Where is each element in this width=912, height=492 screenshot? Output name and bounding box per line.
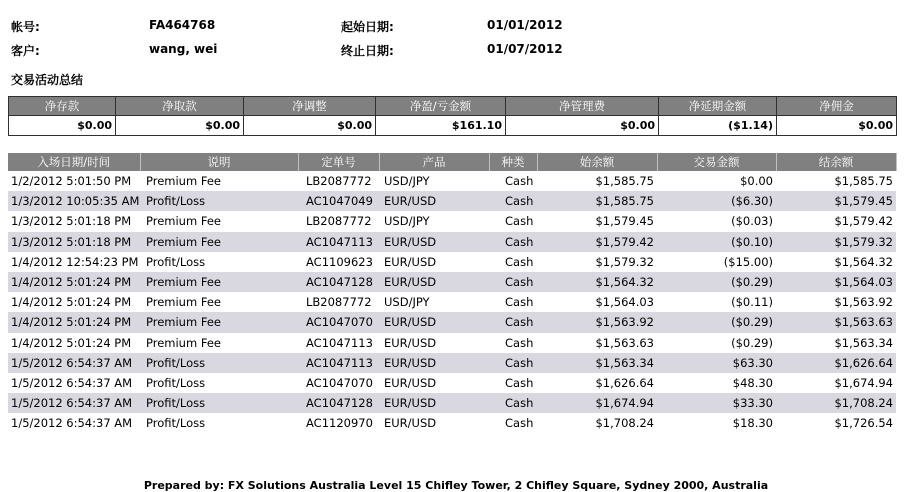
- activity-col-header: 说明: [140, 153, 298, 171]
- row-end-balance: $1,564.32: [834, 254, 893, 269]
- table-row: [8, 312, 896, 332]
- row-description: Profit/Loss: [140, 353, 298, 373]
- row-order-number: AC1047070: [298, 312, 379, 332]
- row-type: Cash: [505, 375, 534, 390]
- end-date-value: 01/07/2012: [487, 42, 563, 56]
- start-date-label: 起始日期:: [341, 20, 394, 34]
- row-start-balance: $1,579.45: [595, 214, 654, 229]
- row-amount: $48.30: [732, 375, 773, 390]
- activity-col-header: 始余额: [537, 153, 657, 171]
- table-row: [8, 252, 896, 272]
- summary-value: $0.00: [244, 116, 376, 136]
- row-start-balance: $1,579.32: [595, 254, 654, 269]
- row-description: Premium Fee: [146, 335, 221, 350]
- client-value: wang, wei: [149, 42, 218, 56]
- row-order-number: LB2087772: [306, 295, 372, 310]
- row-datetime: 1/4/2012 5:01:24 PM: [11, 335, 132, 350]
- table-row: [8, 413, 896, 433]
- row-product: USD/JPY: [384, 214, 430, 229]
- row-product: EUR/USD: [384, 254, 437, 269]
- row-amount: ($0.03): [731, 214, 773, 229]
- row-product: EUR/USD: [384, 375, 437, 390]
- row-start-balance: $1,563.92: [537, 312, 657, 332]
- row-description: Premium Fee: [146, 174, 221, 189]
- table-row: [8, 333, 896, 353]
- row-start-balance: $1,585.75: [537, 191, 657, 211]
- row-description: Premium Fee: [140, 232, 298, 252]
- row-amount: $18.30: [732, 416, 773, 431]
- row-datetime: 1/4/2012 5:01:24 PM: [8, 272, 140, 292]
- row-order-number: AC1047113: [298, 353, 379, 373]
- row-order-number: AC1120970: [306, 416, 373, 431]
- row-amount: $63.30: [657, 353, 776, 373]
- activity-col-header: 种类: [489, 153, 537, 171]
- row-order-number: AC1047113: [298, 232, 379, 252]
- row-description: Premium Fee: [146, 295, 221, 310]
- row-order-number: AC1047070: [306, 375, 373, 390]
- row-product: EUR/USD: [379, 232, 489, 252]
- row-start-balance: $1,564.03: [595, 295, 654, 310]
- row-type: Cash: [505, 174, 534, 189]
- row-product: EUR/USD: [379, 191, 489, 211]
- row-datetime: 1/5/2012 6:54:37 AM: [11, 375, 133, 390]
- row-datetime: 1/2/2012 5:01:50 PM: [11, 174, 132, 189]
- row-description: Profit/Loss: [146, 416, 206, 431]
- table-row: [8, 353, 896, 373]
- summary-title: 交易活动总结: [11, 73, 84, 87]
- summary-value: $161.10: [376, 116, 506, 136]
- summary-values-row: [9, 116, 897, 136]
- row-type: Cash: [505, 214, 534, 229]
- row-description: Profit/Loss: [146, 375, 206, 390]
- summary-col-header: 净调整: [244, 97, 376, 116]
- summary-value: $0.00: [506, 116, 659, 136]
- row-start-balance: $1,579.42: [537, 232, 657, 252]
- row-end-balance: $1,579.32: [776, 232, 896, 252]
- summary-col-header: 净盈/亏金额: [376, 97, 506, 116]
- client-label: 客户:: [11, 44, 40, 58]
- row-product: EUR/USD: [379, 353, 489, 373]
- row-type: Cash: [505, 335, 534, 350]
- row-end-balance: $1,564.03: [776, 272, 896, 292]
- row-type: Cash: [489, 272, 537, 292]
- activity-table: [8, 153, 897, 433]
- row-type: Cash: [489, 353, 537, 373]
- row-start-balance: $1,708.24: [595, 416, 654, 431]
- row-order-number: LB2087772: [306, 174, 372, 189]
- summary-col-header: 净管理费: [506, 97, 659, 116]
- row-product: USD/JPY: [384, 295, 430, 310]
- row-type: Cash: [489, 191, 537, 211]
- summary-col-header: 净取款: [116, 97, 244, 116]
- summary-col-header: 净佣金: [777, 97, 897, 116]
- row-type: Cash: [489, 232, 537, 252]
- row-product: USD/JPY: [384, 174, 430, 189]
- row-start-balance: $1,563.63: [595, 335, 654, 350]
- row-amount: ($0.29): [657, 272, 776, 292]
- summary-value: ($1.14): [659, 116, 777, 136]
- row-end-balance: $1,563.92: [834, 295, 893, 310]
- row-description: Profit/Loss: [140, 393, 298, 413]
- end-date-label: 终止日期:: [341, 44, 394, 58]
- row-order-number: LB2087772: [306, 214, 372, 229]
- row-datetime: 1/4/2012 5:01:24 PM: [8, 312, 140, 332]
- summary-col-header: 净延期金额: [659, 97, 777, 116]
- table-row: [8, 232, 896, 252]
- row-amount: ($0.29): [731, 335, 773, 350]
- activity-col-header: 入场日期/时间: [8, 153, 140, 171]
- start-date-value: 01/01/2012: [487, 18, 563, 32]
- row-amount: ($15.00): [723, 254, 773, 269]
- summary-table: [8, 96, 897, 136]
- row-end-balance: $1,626.64: [776, 353, 896, 373]
- row-description: Premium Fee: [140, 312, 298, 332]
- row-end-balance: $1,674.94: [834, 375, 893, 390]
- row-order-number: AC1047128: [298, 393, 379, 413]
- row-type: Cash: [489, 393, 537, 413]
- row-end-balance: $1,708.24: [776, 393, 896, 413]
- table-row: [8, 373, 896, 393]
- row-type: Cash: [505, 295, 534, 310]
- table-row: [8, 272, 896, 292]
- footer-prepared-by: Prepared by: FX Solutions Australia Level 15 Chifley Tower, 2 Chifley Square, Sydney 2000, Australia: [143, 479, 769, 492]
- summary-col-header: 净存款: [9, 97, 116, 116]
- row-amount: ($0.11): [731, 295, 773, 310]
- row-datetime: 1/4/2012 5:01:24 PM: [11, 295, 132, 310]
- row-start-balance: $1,563.34: [537, 353, 657, 373]
- summary-header-row: [9, 97, 897, 116]
- row-product: EUR/USD: [384, 416, 437, 431]
- activity-col-header: 交易金额: [657, 153, 776, 171]
- row-amount: ($0.10): [657, 232, 776, 252]
- row-end-balance: $1,585.75: [834, 174, 893, 189]
- row-description: Profit/Loss: [146, 254, 206, 269]
- row-order-number: AC1047049: [298, 191, 379, 211]
- row-amount: ($0.29): [657, 312, 776, 332]
- table-row: [8, 211, 896, 231]
- row-start-balance: $1,585.75: [595, 174, 654, 189]
- row-product: EUR/USD: [384, 335, 437, 350]
- row-order-number: AC1047113: [306, 335, 373, 350]
- row-start-balance: $1,626.64: [595, 375, 654, 390]
- summary-value: $0.00: [9, 116, 116, 136]
- activity-header-row: [8, 153, 896, 171]
- activity-col-header: 产品: [379, 153, 489, 171]
- table-row: [8, 171, 896, 191]
- row-order-number: AC1109623: [306, 254, 373, 269]
- row-datetime: 1/3/2012 5:01:18 PM: [11, 214, 132, 229]
- row-amount: ($6.30): [657, 191, 776, 211]
- row-end-balance: $1,726.54: [834, 416, 893, 431]
- summary-value: $0.00: [777, 116, 897, 136]
- row-end-balance: $1,563.34: [834, 335, 893, 350]
- row-datetime: 1/3/2012 10:05:35 AM: [8, 191, 140, 211]
- row-product: EUR/USD: [379, 312, 489, 332]
- account-value: FA464768: [149, 18, 216, 32]
- row-end-balance: $1,563.63: [776, 312, 896, 332]
- row-datetime: 1/5/2012 6:54:37 AM: [11, 416, 133, 431]
- account-label: 帐号:: [11, 20, 40, 34]
- row-description: Profit/Loss: [140, 191, 298, 211]
- row-datetime: 1/3/2012 5:01:18 PM: [8, 232, 140, 252]
- summary-value: $0.00: [116, 116, 244, 136]
- activity-col-header: 结余额: [776, 153, 896, 171]
- row-datetime: 1/4/2012 12:54:23 PM: [11, 254, 139, 269]
- row-amount: $33.30: [657, 393, 776, 413]
- row-description: Premium Fee: [140, 272, 298, 292]
- row-product: EUR/USD: [379, 272, 489, 292]
- row-start-balance: $1,564.32: [537, 272, 657, 292]
- row-datetime: 1/5/2012 6:54:37 AM: [8, 353, 140, 373]
- table-row: [8, 292, 896, 312]
- row-end-balance: $1,579.42: [834, 214, 893, 229]
- row-start-balance: $1,674.94: [537, 393, 657, 413]
- row-order-number: AC1047128: [298, 272, 379, 292]
- row-description: Premium Fee: [146, 214, 221, 229]
- row-type: Cash: [505, 416, 534, 431]
- table-row: [8, 191, 896, 211]
- row-product: EUR/USD: [379, 393, 489, 413]
- row-end-balance: $1,579.45: [776, 191, 896, 211]
- row-datetime: 1/5/2012 6:54:37 AM: [8, 393, 140, 413]
- row-type: Cash: [505, 254, 534, 269]
- row-amount: $0.00: [740, 174, 773, 189]
- table-row: [8, 393, 896, 413]
- activity-col-header: 定单号: [298, 153, 379, 171]
- row-type: Cash: [489, 312, 537, 332]
